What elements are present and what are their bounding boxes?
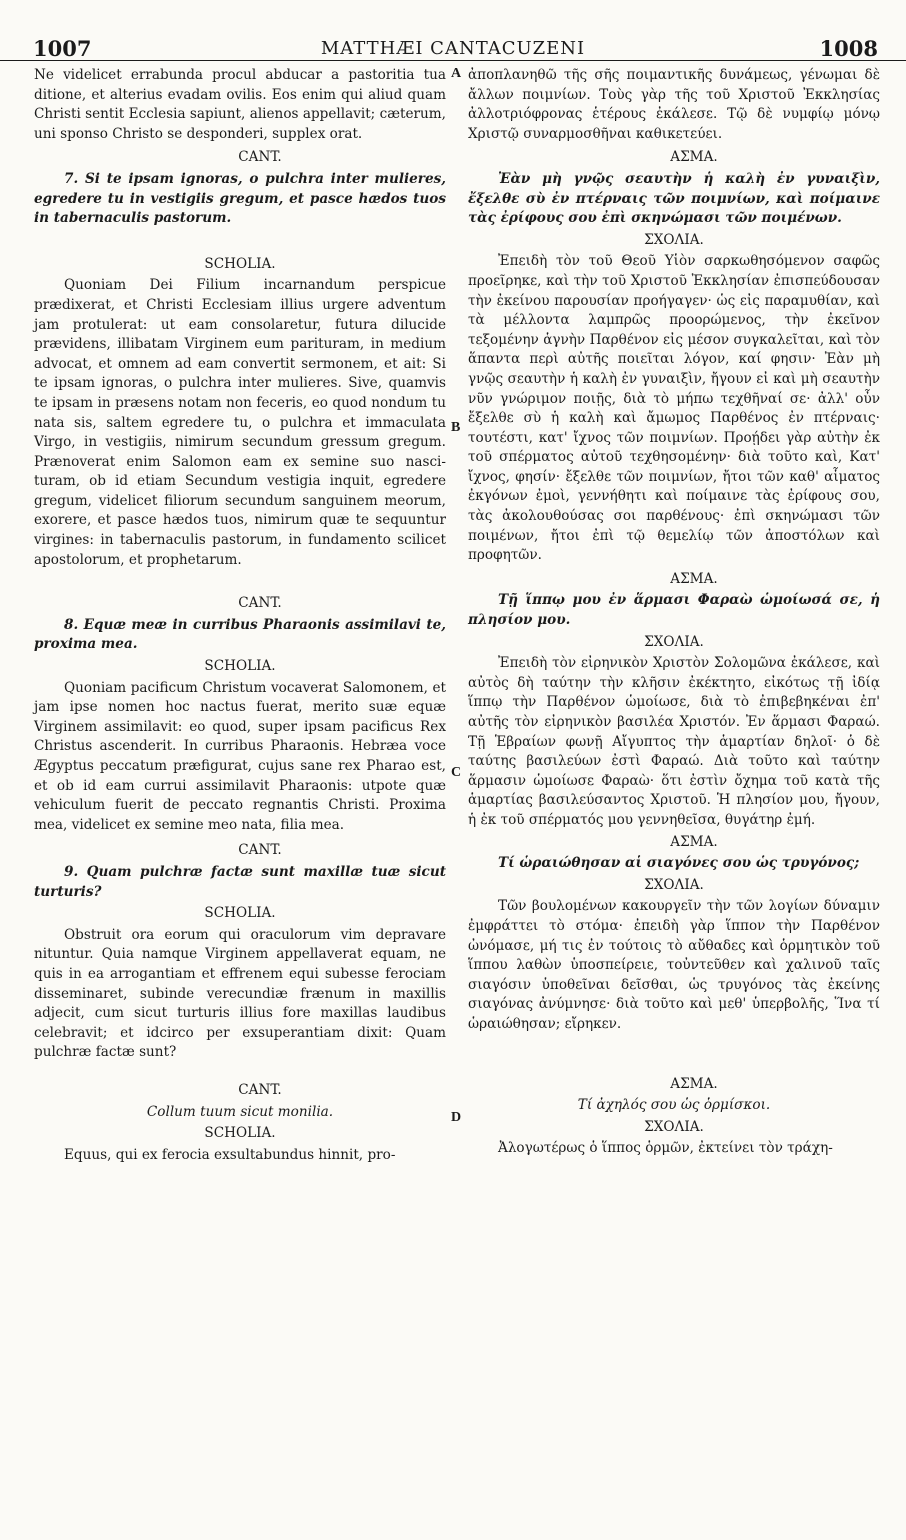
- latin-cant9-verse: 9. Quam pulchræ factæ sunt maxillæ tuæ sicut turturis?: [34, 863, 446, 900]
- latin-cant10-heading: CANT.: [238, 1081, 282, 1098]
- latin-cant7-verse: 7. Si te ipsam ignoras, o pulchra inter mulieres, egredere tu in vestigiis gregum, et pasce hædos tuos in tabernaculis pastorum.: [34, 170, 446, 227]
- latin-cant8-verse: 8. Equæ meæ in curribus Pharaonis assimilavi te, proxima mea.: [34, 616, 446, 653]
- greek-scholia2-text: Ἐπειδὴ τὸν εἰρηνικὸν Χριστὸν Σολομῶνα ἐκάλεσε, καὶ αὐτὸς δὴ ταύτην τὴν κλῆσιν ἐκέκτητο, εἰκότως τῇ ἰδίᾳ ἵππῳ τὴν Παρθένον ὡμοίωσε, διὰ τὸ ἐπιβεβηκέναι ἐπ' αὐτῆς τὸν εἰρηνικὸν βασιλέα Χριστόν. Ἐν ἅρμασι Φαραώ. Τῇ Ἑβραίων φωνῇ Αἴγυπτος τὴν ἁμαρτίαν δηλοῖ· ὁ δὲ ταύτης βασιλεύων ἐστὶ Φαραώ. Διὰ τοῦτο καὶ ταύτην ἅρμασιν ὡμοίωσε Φαραὼ· ὅτι ἐστὶν ὄχημα τοῦ κατὰ τῆς ἁμαρτίας βασιλεύσαντος Χριστοῦ. Ἡ πλησίον μου, ἤγουν, ἡ ἐκ τοῦ σπέρματός μου γεννηθεῖσα, θυγάτηρ ἐμή.: [468, 655, 880, 828]
- greek-scholia2-heading: ΣΧΟΛΙΑ.: [644, 633, 704, 650]
- latin-column: [34, 66, 446, 1165]
- marginal-letter-b: B: [451, 420, 461, 435]
- greek-cant10-heading: ΑΣΜΑ.: [670, 1075, 718, 1092]
- latin-scholia3-heading: SCHOLIA.: [204, 905, 276, 922]
- latin-scholia1-text: Quoniam Dei Filium incarnandum perspicue prædixerat, et Christi Ecclesiam illius urgere adventum jam protulerat: ut eam consolaretur, futura dilucide prævidens, illibatam Virginem eum parituram, in medium advocat, et omnem ad eam convertit sermonem, et ait: Si te ipsam ignoras, o pulchra inter mulieres. Sive, quamvis te ipsam in præsens notam non feceris, eo quod nondum tu nata sis, saltem egredere tu, o pulchra et immaculata Virgo, in vestigiis, nimirum secundum gressum gregum. Prænoverat enim Salomon eam ex semine suo nasci- turam, ob id etiam Secundum vestigia inquit, egredere gregum, videlicet filiorum secundum sanguinem meorum, exorere, et pasce hædos tuos, nimirum quæ te sequuntur virgines: in tabernaculis pastorum, in fundamento scilicet apostolorum, et prophetarum.: [34, 277, 446, 568]
- latin-scholia2-text: Quoniam pacificum Christum vocaverat Salomonem, et jam ipse nomen hoc nactus fuerat, merito suæ equæ Virginem assimilavit: eo quod, super ipsam pacificus Rex Christus ascenderit. In curribus Pharaonis. Hebræa voce Ægyptus peccatum præfigurat, cujus sane rex Pharao est, et ob id eam currui assimilavit Pharaonis: utpote quæ vehiculum fuerit de peccato regnantis Christi. Proxima mea, videlicet ex semine meo nata, filia mea.: [34, 679, 446, 833]
- running-header: [0, 32, 906, 61]
- marginal-letter-c: C: [451, 765, 462, 780]
- latin-scholia4-text: Equus, qui ex ferocia exsultabundus hinnit, pro-: [64, 1146, 396, 1163]
- greek-scholia4-heading: ΣΧΟΛΙΑ.: [644, 1118, 704, 1135]
- latin-scholia3-text: Obstruit ora eorum qui oraculorum vim depravare nituntur. Quia namque Virginem appellaverat equam, ne quis in ea arrogantiam et effrenem equi subesse ferociam disseminaret, subinde verecundiæ frænum in maxillis adjecit, cum sicut turturis illius fore maxillas laudibus celebravit; et idcirco per exsuperantiam dixit: Quam pulchræ factæ sunt?: [34, 926, 446, 1061]
- greek-cant9-verse: Τί ὡραιώθησαν αἱ σιαγόνες σου ὡς τρυγόνος;: [498, 855, 860, 872]
- greek-scholia4-text: Ἀλογωτέρως ὁ ἵππος ὁρμῶν, ἐκτείνει τὸν τράχη-: [498, 1140, 833, 1157]
- latin-scholia4-heading: SCHOLIA.: [204, 1125, 276, 1142]
- latin-intro: Ne videlicet errabunda procul abducar a pastoritia tua ditione, et alterius evadam ovilis. Eos enim qui aliud quam Christi sentit Ecclesia sapiunt, alienos appellavit; cæterum, uni sponso Christo se desponderi, supplex orat.: [34, 67, 446, 142]
- latin-cant8-heading: CANT.: [238, 595, 282, 612]
- latin-scholia2-heading: SCHOLIA.: [204, 658, 276, 675]
- latin-cant7-heading: CANT.: [238, 149, 282, 166]
- greek-cant8-verse: Τῇ ἵππῳ μου ἐν ἅρμασι Φαραὼ ὡμοίωσά σε, ἡ πλησίον μου.: [468, 592, 880, 629]
- marginal-letter-d: D: [451, 1110, 462, 1125]
- greek-cant7-heading: ΑΣΜΑ.: [670, 149, 718, 166]
- greek-cant7-verse: Ἐὰν μὴ γνῷς σεαυτὴν ἡ καλὴ ἐν γυναιξὶν, ἔξελθε σὺ ἐν πτέρναις τῶν ποιμνίων, καὶ ποίμαινε τὰς ἐρίφους σου ἐπὶ σκηνώμασι τῶν ποιμένων.: [468, 170, 880, 227]
- marginal-letter-a: A: [451, 66, 462, 81]
- greek-cant8-heading: ΑΣΜΑ.: [670, 570, 718, 587]
- greek-scholia1-text: Ἐπειδὴ τὸν τοῦ Θεοῦ Υἱὸν σαρκωθησόμενον σαφῶς προεῖρηκε, καὶ τὴν τοῦ Χριστοῦ Ἐκκλησίαν ἐπισπεύδουσαν τὴν ἐκείνου παρουσίαν προήγαγεν· ὡς εἰς παραμυθίαν, καὶ τὰ μέλλοντα λαμπρῶς προορώμενος, τὴν ἐκεῖνον τεξομένην ἁγνὴν Παρθένον εἰς μέσον συγκαλεῖται, καὶ τὸν ἅπαντα περὶ αὐτῆς ποιεῖται λόγον, καί φησιν· Ἐὰν μὴ γνῷς σεαυτὴν ἡ καλὴ ἐν γυναιξὶν, ἤγουν εἰ καὶ μὴ σεαυτὴν νῦν γνώριμον ποιῇς, διὰ τὸ μήπω τεχθῆναί σε· ἀλλ' οὖν ἔξελθε σὺ ἡ καλὴ καὶ ἄμωμος Παρθένος ἐν πτέρναις· τουτέστι, κατ' ἴχνος τῶν ποιμνίων. Προῄδει γὰρ αὐτὴν ἐκ τοῦ σπέρματος αὐτοῦ τεχθησομένην· διὰ τοῦτο καὶ, Κατ' ἴχνος, φησίν· ἔξελθε τῶν ποιμνίων, ἤτοι τῶν καθ' αἷματος ἐκγόνων ἐμοὶ, γεννήθητι καὶ ποίμαινε τὰς ἐρίφους σου, τὰς ἀκολουθούσας σοι παρθένους· ἐπὶ σκηνώμασι τῶν ποιμένων, ἤτοι ἐπὶ τῷ θεμελίῳ τῶν ἀποστόλων καὶ προφητῶν.: [468, 253, 880, 564]
- greek-column: [468, 66, 880, 1159]
- greek-cant9-heading: ΑΣΜΑ.: [670, 833, 718, 850]
- latin-scholia1-heading: SCHOLIA.: [204, 255, 276, 272]
- greek-scholia3-heading: ΣΧΟΛΙΑ.: [644, 876, 704, 893]
- running-title: MATTHÆI CANTACUZENI: [320, 38, 586, 59]
- greek-scholia1-heading: ΣΧΟΛΙΑ.: [644, 231, 704, 248]
- latin-cant10-verse: Collum tuum sicut monilia.: [146, 1103, 334, 1120]
- greek-scholia3-text: Τῶν βουλομένων κακουργεῖν τὴν τῶν λογίων δύναμιν ἐμφράττει τὸ στόμα· ἐπειδὴ γὰρ ἵππον τὴν Παρθένον ὠνόμασε, μή τις ἐν τούτοις τὸ αὔθαδες καὶ ὁρμητικὸν τοῦ ἵππου λαθὼν ὑποσπείρειε, τοὐντεῦθεν καὶ χαλινοῦ ταῖς σιαγόσιν ὑποθεῖναι δεῖσθαι, ὡς τρυγόνος τὰς ἐκείνης σιαγόνας ἀνύμνησε· διὰ τοῦτο καὶ μεθ' ὑπερβολῆς, Ἵνα τί ὡραιώθησαν; εἴρηκεν.: [468, 898, 880, 1032]
- greek-cant10-verse: Τί ἀχηλός σου ὡς ὁρμίσκοι.: [577, 1097, 771, 1114]
- latin-cant9-heading: CANT.: [238, 842, 282, 859]
- greek-intro: ἀποπλανηθῶ τῆς σῆς ποιμαντικῆς δυνάμεως, γένωμαι δὲ ἄλλων ποιμνίων. Τοὺς γὰρ τῆς τοῦ Χριστοῦ Ἐκκλησίας ἀλλοτριόφρονας ἑτέρους ἐκάλεσε. Τῷ δὲ νυμφίῳ μόνῳ Χριστῷ συναρμοσθῆναι καθικετεύει.: [468, 67, 880, 142]
- page-number-right: 1008: [819, 36, 878, 61]
- page-number-left: 1007: [33, 36, 92, 61]
